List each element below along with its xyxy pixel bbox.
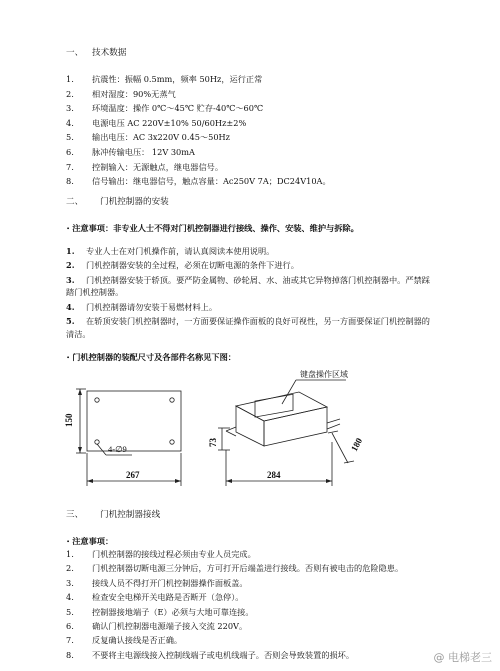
list-item-text: 输出电压：AC 3x220V 0.45～50Hz <box>92 132 230 143</box>
list-item-text: 专业人士在对门机操作前，请认真阅读本使用说明。 <box>86 246 275 256</box>
list-item-text: 检查安全电梯开关电路是否断开（急停）。 <box>92 592 244 603</box>
list-item-text: 相对湿度：90%无蒸气 <box>92 88 176 99</box>
list-item-number: 6. <box>66 147 74 157</box>
list-item-number: 1. <box>66 246 75 256</box>
dim-height-label: 150 <box>64 413 74 427</box>
list-item-text: 门机控制器请勿安装于易燃材料上。 <box>86 301 218 312</box>
list-item-text: 在轿顶安装门机控制器时，一方面要保证操作面板的良好可视性，另一方面要保证门机控制器的 <box>86 316 430 327</box>
list-item-text: 电源电压 AC 220V±10% 50/60Hz±2% <box>92 117 247 128</box>
list-item-text: 门机控制器切断电源三分钟后，方可打开后端盖进行接线。否则有被电击的危险隐患。 <box>92 563 404 574</box>
list-item-text: 控制器接地端子（E）必须与大地可靠连接。 <box>92 606 254 617</box>
list-item-number: 4. <box>66 301 75 312</box>
dim-length-label: 284 <box>267 470 281 480</box>
keypad-area <box>255 394 293 417</box>
list-item-number: 3. <box>66 274 75 285</box>
section-2-title: 门机控制器的安装 <box>100 197 169 207</box>
dim-width-label: 267 <box>126 470 140 480</box>
list-item-number: 7. <box>66 161 74 172</box>
list-item-number: 8. <box>66 649 74 660</box>
list-item-text: 门机控制器安装于轿顶。要严防金属物、砂轮屑、水、油或其它异物掉落门机控制器中。严禁踩 <box>86 274 430 285</box>
mount-hole-bl <box>95 440 99 444</box>
list-item-text: 不要将主电源线接入控制线端子或电机线端子。否则会导致装置的损坏。 <box>92 649 355 660</box>
list-item-text: 控制输入：无源触点，继电器信号。 <box>92 161 224 172</box>
section-1-number: 一、 <box>66 48 84 58</box>
list-item-number: 2. <box>66 260 75 271</box>
list-item-text: 确认门机控制器电源端子接入交流 220V。 <box>92 621 248 631</box>
section-3-number: 三、 <box>66 510 84 520</box>
box-side-face <box>264 407 327 446</box>
dim-hole-label: 4-∅9 <box>108 444 127 454</box>
list-item-number: 3. <box>66 577 74 588</box>
list-item-number: 1. <box>66 549 74 559</box>
list-item-text: 门机控制器的接线过程必须由专业人员完成。 <box>92 549 256 559</box>
wiring-note: ・注意事项： <box>64 536 114 546</box>
mount-hole-tr <box>170 398 174 402</box>
list-item-number: 6. <box>66 621 74 631</box>
keypad-area-label: 键盘操作区域 <box>300 370 348 379</box>
list-item-number: 2. <box>66 563 74 574</box>
watermark: @ 电梯老三 <box>433 651 492 664</box>
list-item-text: 抗震性：振幅 0.5mm，频率 50Hz，运行正常 <box>92 74 263 84</box>
section-3-title: 门机控制器接线 <box>100 510 161 520</box>
dim-depth-height-label: 73 <box>208 438 218 447</box>
list-item-text-continued: 清洁。 <box>66 328 91 339</box>
list-item-text: 门机控制器安装的全过程，必须在切断电源的条件下进行。 <box>86 260 299 271</box>
list-item-number: 5. <box>66 606 74 617</box>
list-item-number: 2. <box>66 88 74 99</box>
list-item-number: 4. <box>66 592 74 603</box>
mount-hole-br <box>170 440 174 444</box>
box-front-face <box>236 406 264 446</box>
list-item-text: 信号输出：继电器信号，触点容量：Ac250V 7A；DC24V10A。 <box>92 176 331 187</box>
list-item-text: 接线人员不得打开门机控制器操作面板盖。 <box>92 577 248 588</box>
install-note: ・注意事项：非专业人士不得对门机控制器进行接线、操作、安装、维护与拆除。 <box>64 223 359 233</box>
list-item-text-continued: 踏门机控制器。 <box>66 287 124 298</box>
list-item-number: 4. <box>66 117 74 128</box>
list-item-number: 5. <box>66 316 75 327</box>
list-item-number: 5. <box>66 132 74 143</box>
list-item-number: 3. <box>66 103 74 114</box>
list-item-text: 环境温度：操作 0℃～45℃ 贮存-40℃～60℃ <box>92 103 264 114</box>
list-item-text: 脉冲传输电压： 12V 30mA <box>92 147 195 157</box>
dim-side-label: 180 <box>348 436 365 453</box>
section-2-number: 二、 <box>66 197 84 207</box>
list-item-number: 7. <box>66 635 74 646</box>
list-item-text: 反复确认接线是否正确。 <box>92 635 183 646</box>
front-view-outline <box>87 391 181 451</box>
diagram-caption: ・门机控制器的装配尺寸及各部件名称见下图： <box>64 352 236 362</box>
list-item-number: 1. <box>66 74 74 84</box>
section-1-title: 技术数据 <box>92 48 127 58</box>
list-item-number: 8. <box>66 176 74 187</box>
mount-hole-tl <box>95 398 99 402</box>
